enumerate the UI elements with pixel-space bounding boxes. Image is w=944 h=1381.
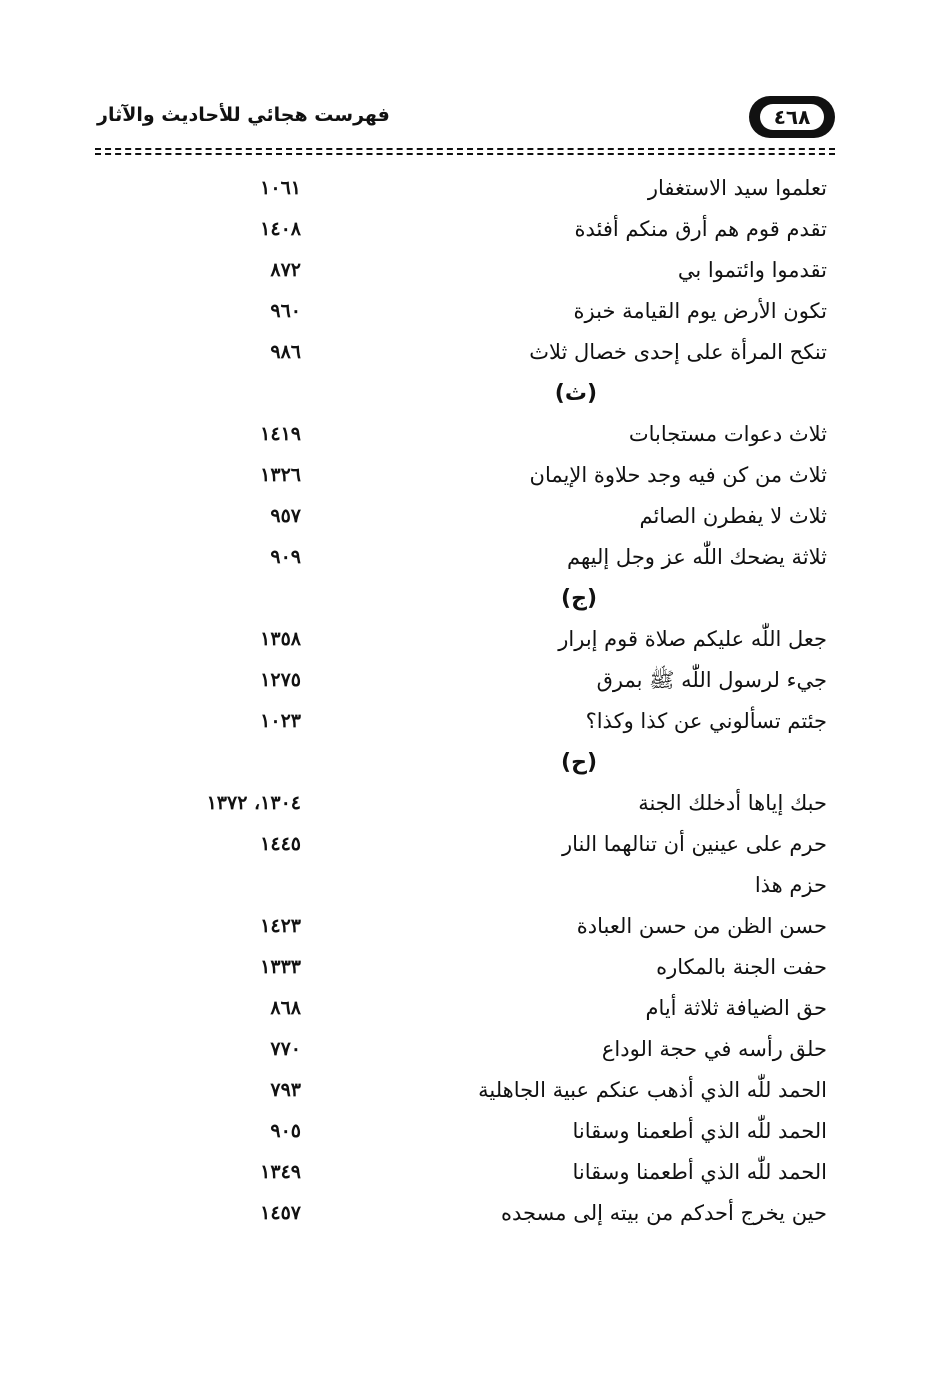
- index-entry: [0, 291, 944, 332]
- index-entry: [0, 250, 944, 291]
- letter-heading: (ج): [561, 586, 597, 611]
- entry-ref: ١٠٢٣: [260, 710, 301, 732]
- entry-text: تقدم قوم هم أرق منكم أفئدة: [574, 217, 827, 241]
- entry-ref: ٨٧٢: [270, 259, 301, 281]
- entry-ref: ١٣٤٩: [260, 1161, 301, 1183]
- entry-ref: ١٣٥٨: [260, 628, 301, 650]
- index-entry: [0, 209, 944, 250]
- entry-text: جيء لرسول اللّٰه ﷺ بمرق: [596, 668, 827, 692]
- entry-text: حرم على عينين أن تنالهما النار: [561, 832, 827, 856]
- entry-text: ثلاث من كن فيه وجد حلاوة الإيمان: [529, 463, 827, 487]
- index-entry: [0, 824, 944, 865]
- entry-ref: ١٣٠٤، ١٣٧٢: [206, 792, 301, 814]
- index-entry: [0, 1029, 944, 1070]
- index-entry: [0, 1070, 944, 1111]
- entry-ref: ٩٥٧: [270, 505, 301, 527]
- entry-text: الحمد للّٰه الذي أطعمنا وسقانا: [572, 1119, 827, 1143]
- entry-text: الحمد للّٰه الذي أطعمنا وسقانا: [572, 1160, 827, 1184]
- entry-ref: ١٠٦١: [260, 177, 301, 199]
- entry-text: حلق رأسه في حجة الوداع: [601, 1037, 827, 1061]
- entry-text: حفت الجنة بالمكاره: [656, 955, 827, 979]
- index-entry: [0, 496, 944, 537]
- index-entry: [0, 906, 944, 947]
- entry-text: حسن الظن من حسن العبادة: [576, 914, 827, 938]
- entry-ref: ٩٠٩: [270, 546, 301, 568]
- index-entry: [0, 1193, 944, 1234]
- index-entry: [0, 332, 944, 373]
- entry-ref: ٩٦٠: [270, 300, 301, 322]
- index-entry: [0, 168, 944, 209]
- entry-text: حين يخرج أحدكم من بيته إلى مسجده: [500, 1201, 827, 1225]
- entry-text: جئتم تسألوني عن كذا وكذا؟: [585, 709, 827, 733]
- entry-ref: ١٤٥٧: [260, 1202, 301, 1224]
- index-entry: [0, 660, 944, 701]
- entry-ref: ١٣٢٦: [260, 464, 301, 486]
- letter-heading: (ح): [561, 750, 597, 775]
- entry-text: جعل اللّٰه عليكم صلاة قوم إبرار: [558, 627, 827, 651]
- entry-ref: ١٢٧٥: [260, 669, 301, 691]
- index-entry: [0, 701, 944, 742]
- page-number: ٤٦٨: [760, 104, 824, 130]
- entry-text: حق الضيافة ثلاثة أيام: [645, 996, 827, 1020]
- entry-ref: ١٣٣٣: [260, 956, 301, 978]
- index-entry: [0, 455, 944, 496]
- letter-heading: (ث): [554, 381, 597, 406]
- index-entry: [0, 783, 944, 824]
- entry-text: ثلاثة يضحك اللّٰه عز وجل إليهم: [567, 545, 827, 569]
- entry-ref: ١٤٤٥: [260, 833, 301, 855]
- entry-text: تكون الأرض يوم القيامة خبزة: [573, 299, 827, 323]
- entry-text: ثلاث دعوات مستجابات: [628, 422, 827, 446]
- index-entry: [0, 619, 944, 660]
- entry-text: ثلاث لا يفطرن الصائم: [639, 504, 827, 528]
- entry-text: الحمد للّٰه الذي أذهب عنكم عبية الجاهلية: [478, 1078, 827, 1102]
- entry-ref: ٨٦٨: [270, 997, 301, 1019]
- entry-ref: ٧٩٣: [270, 1079, 301, 1101]
- entry-ref: ٩٨٦: [270, 341, 301, 363]
- entry-ref: ٧٧٠: [270, 1038, 301, 1060]
- entry-text: تنكح المرأة على إحدى خصال ثلاث: [529, 340, 827, 364]
- header-title: فهرست هجائي للأحاديث والآثار: [97, 104, 390, 126]
- index-entry: [0, 537, 944, 578]
- index-entry: [0, 988, 944, 1029]
- entry-text: حبك إياها أدخلك الجنة: [638, 791, 827, 815]
- entry-ref: ١٤٢٣: [260, 915, 301, 937]
- entry-ref: ٩٠٥: [270, 1120, 301, 1142]
- entry-text: حزم هذا: [754, 873, 827, 897]
- entry-text: تعلموا سيد الاستغفار: [647, 176, 827, 200]
- entry-ref: ١٤٠٨: [260, 218, 301, 240]
- index-entry: [0, 414, 944, 455]
- entry-ref: ١٤١٩: [260, 423, 301, 445]
- index-entry: [0, 947, 944, 988]
- index-entry: [0, 1111, 944, 1152]
- index-entry: [0, 1152, 944, 1193]
- entry-text: تقدموا وائتموا بي: [677, 258, 827, 282]
- index-entry: [0, 865, 944, 906]
